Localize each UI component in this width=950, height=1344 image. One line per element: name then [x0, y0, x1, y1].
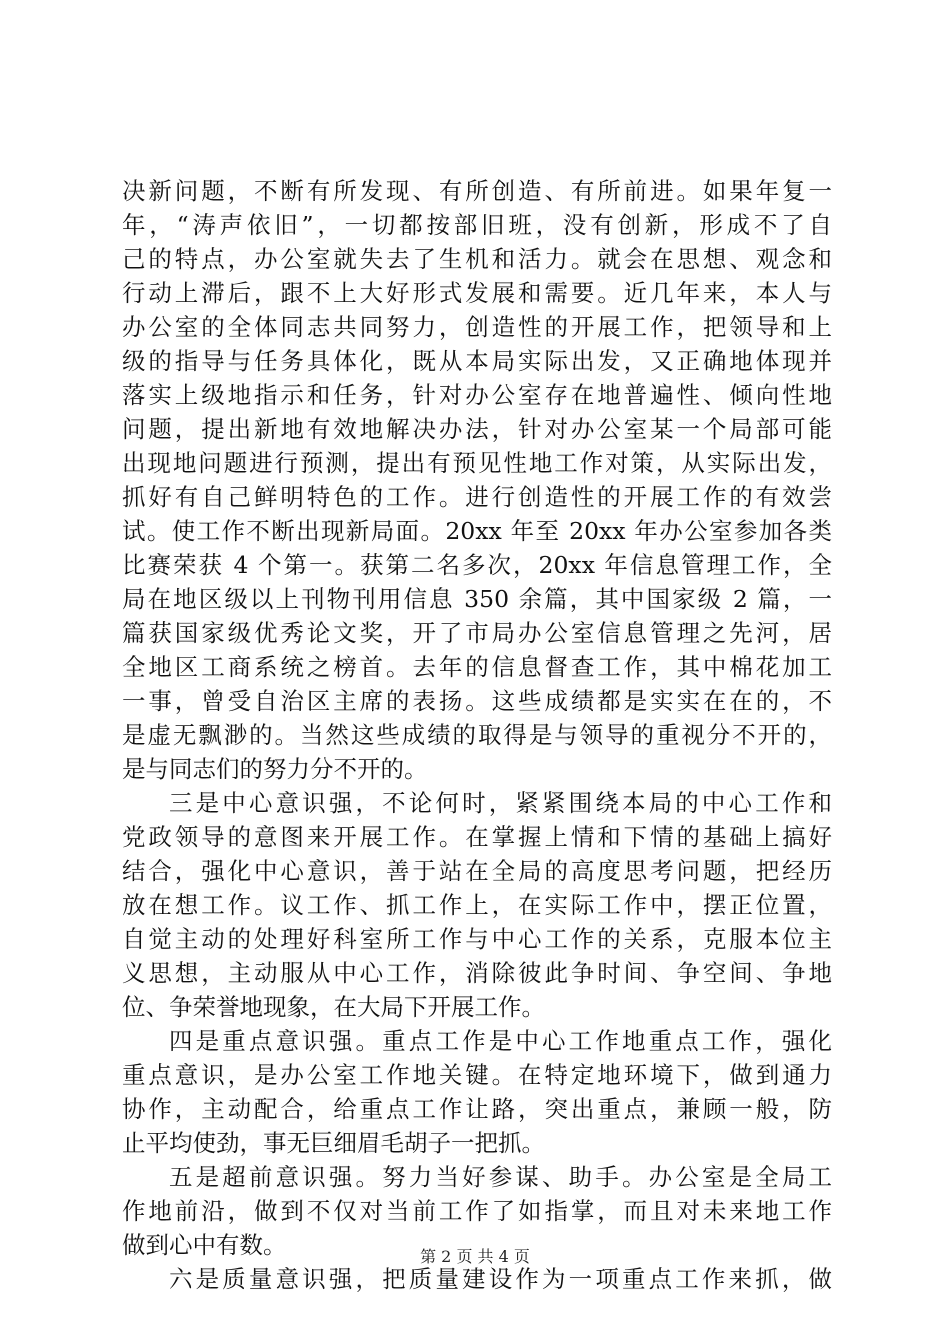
text-line: 三是中心意识强，不论何时，紧紧围绕本局的中心工作和 [169, 789, 832, 817]
text-line: 试。使工作不断出现新局面。20xx 年至 20xx 年办公室参加各类 [122, 517, 832, 545]
text-line: 问题，提出新地有效地解决办法，针对办公室某一个局部可能 [122, 415, 832, 443]
text-line: 做到心中有数。 [122, 1231, 287, 1259]
text-line: 级的指导与任务具体化，既从本局实际出发，又正确地体现并 [122, 347, 832, 375]
text-line: 抓好有自己鲜明特色的工作。进行创造性的开展工作的有效尝 [122, 483, 832, 511]
text-line: 全地区工商系统之榜首。去年的信息督查工作，其中棉花加工 [122, 653, 832, 681]
text-line: 作地前沿，做到不仅对当前工作了如指掌，而且对未来地工作 [122, 1197, 832, 1225]
text-line: 结合，强化中心意识，善于站在全局的高度思考问题，把经历 [122, 857, 832, 885]
page-footer: 第 2 页 共 4 页 [420, 1247, 530, 1266]
text-line: 重点意识，是办公室工作地关键。在特定地环境下，做到通力 [122, 1061, 832, 1089]
text-line: 四是重点意识强。重点工作是中心工作地重点工作，强化 [169, 1027, 832, 1055]
text-line: 出现地问题进行预测，提出有预见性地工作对策，从实际出发， [122, 449, 832, 477]
text-line: 比赛荣获 4 个第一。获第二名多次，20xx 年信息管理工作，全 [122, 551, 832, 579]
text-line: 决新问题，不断有所发现、有所创造、有所前进。如果年复一 [122, 177, 832, 205]
text-line: 己的特点，办公室就失去了生机和活力。就会在思想、观念和 [122, 245, 832, 273]
text-line: 五是超前意识强。努力当好参谋、助手。办公室是全局工 [169, 1163, 832, 1191]
text-line: 自觉主动的处理好科室所工作与中心工作的关系，克服本位主 [122, 925, 832, 953]
text-line: 局在地区级以上刊物刊用信息 350 余篇，其中国家级 2 篇，一 [122, 585, 832, 613]
text-line: 年，“涛声依旧”，一切都按部旧班，没有创新，形成不了自 [122, 211, 832, 239]
document-body [122, 174, 832, 1296]
text-line: 位、争荣誉地现象，在大局下开展工作。 [122, 993, 545, 1021]
text-line: 放在想工作。议工作、抓工作上，在实际工作中，摆正位置， [122, 891, 832, 919]
text-line: 协作，主动配合，给重点工作让路，突出重点，兼顾一般，防 [122, 1095, 832, 1123]
text-line: 是与同志们的努力分不开的。 [122, 755, 428, 783]
text-line: 篇获国家级优秀论文奖，开了市局办公室信息管理之先河，居 [122, 619, 832, 647]
text-line: 落实上级地指示和任务，针对办公室存在地普遍性、倾向性地 [122, 381, 832, 409]
text-line: 一事，曾受自治区主席的表扬。这些成绩都是实实在在的，不 [122, 687, 832, 715]
text-line: 义思想，主动服从中心工作，消除彼此争时间、争空间、争地 [122, 959, 832, 987]
text-line: 止平均使劲，事无巨细眉毛胡子一把抓。 [122, 1129, 545, 1157]
text-line: 办公室的全体同志共同努力，创造性的开展工作，把领导和上 [122, 313, 832, 341]
text-line: 是虚无飘渺的。当然这些成绩的取得是与领导的重视分不开的， [122, 721, 832, 749]
text-line: 六是质量意识强，把质量建设作为一项重点工作来抓，做 [169, 1265, 832, 1293]
text-line: 行动上滞后，跟不上大好形式发展和需要。近几年来，本人与 [122, 279, 832, 307]
text-line: 党政领导的意图来开展工作。在掌握上情和下情的基础上搞好 [122, 823, 832, 851]
